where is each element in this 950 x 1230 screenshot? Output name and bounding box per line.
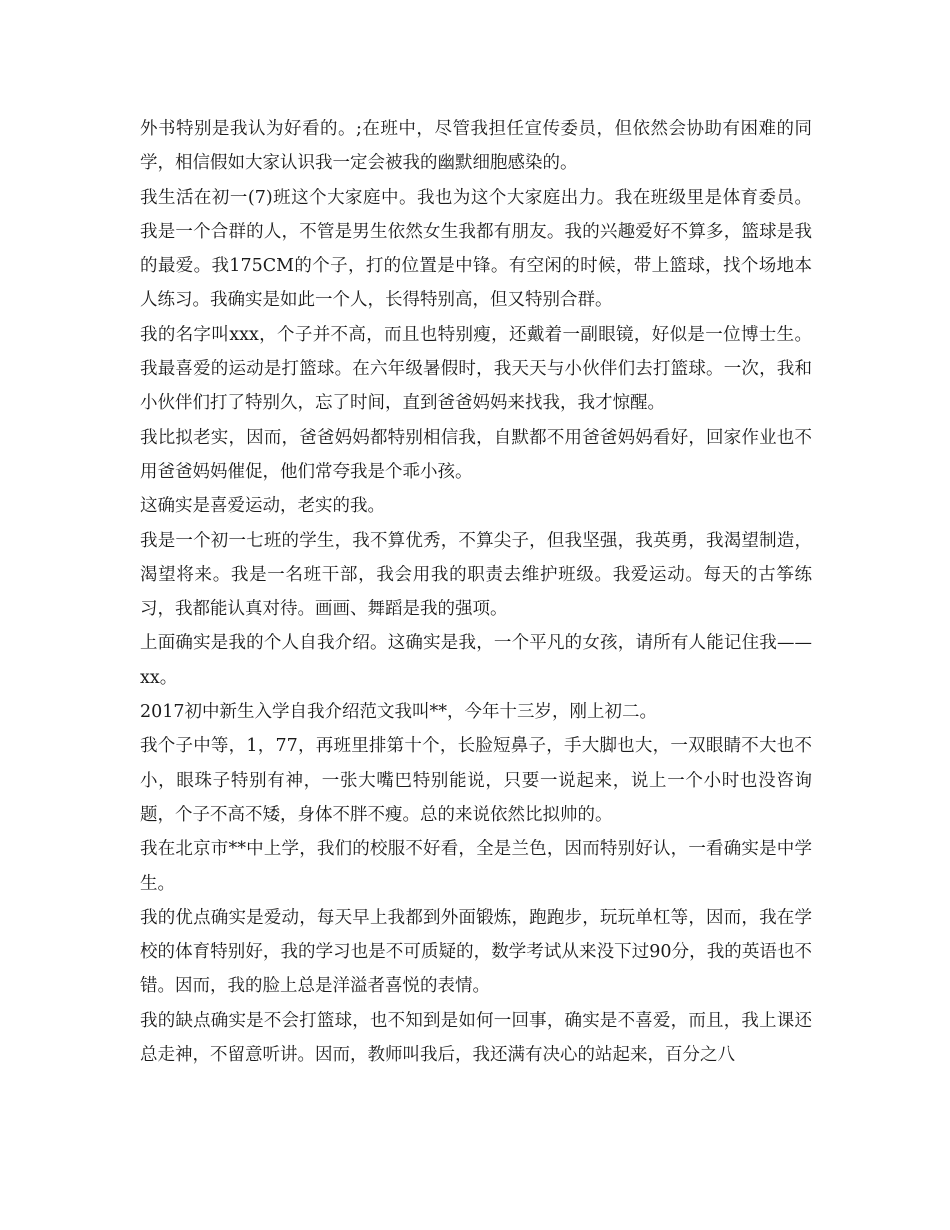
paragraph: 我生活在初一(7)班这个大家庭中。我也为这个大家庭出力。我在班级里是体育委员。我是一个合群的人，不管是男生依然女生我都有朋友。我的兴趣爱好不算多，篮球是我的最爱。我175CM的个子，打的位置是中锋。有空闲的时候，带上篮球，找个场地本人练习。我确实是如此一个人，长得特别高，但又特别合群。	[140, 187, 812, 311]
paragraph: 我的优点确实是爱动，每天早上我都到外面锻炼，跑跑步，玩玩单杠等，因而，我在学校的体育特别好，我的学习也是不可质疑的，数学考试从来没下过90分，我的英语也不错。因而，我的脸上总是洋溢者喜悦的表情。	[140, 907, 812, 997]
paragraph: 2017初中新生入学自我介绍范文我叫**，今年十三岁，刚上初二。	[140, 702, 658, 723]
paragraph: 我在北京市**中上学，我们的校服不好看，全是兰色，因而特别好认，一看确实是中学生。	[140, 839, 812, 894]
paragraph: 这确实是喜爱运动，老实的我。	[140, 496, 385, 517]
paragraph: 我比拟老实，因而，爸爸妈妈都特别相信我，自默都不用爸爸妈妈看好，回家作业也不用爸爸妈妈催促，他们常夸我是个乖小孩。	[140, 427, 812, 482]
paragraph: 外书特别是我认为好看的。;在班中，尽管我担任宣传委员，但依然会协助有困难的同学，相信假如大家认识我一定会被我的幽默细胞感染的。	[140, 119, 812, 174]
document-body	[140, 112, 812, 1072]
paragraph: 上面确实是我的个人自我介绍。这确实是我，一个平凡的女孩，请所有人能记住我——xx。	[140, 633, 812, 688]
paragraph: 我个子中等，1，77，再班里排第十个，长脸短鼻子，手大脚也大，一双眼睛不大也不小，眼珠子特别有神，一张大嘴巴特别能说，只要一说起来，说上一个小时也没咨询题，个子不高不矮，身体不胖不瘦。总的来说依然比拟帅的。	[140, 736, 812, 825]
paragraph: 我是一个初一七班的学生，我不算优秀，不算尖子，但我坚强，我英勇，我渴望制造，渴望将来。我是一名班干部，我会用我的职责去维护班级。我爱运动。每天的古筝练习，我都能认真对待。画画、舞蹈是我的强项。	[140, 530, 812, 620]
paragraph: 我的名字叫xxx，个子并不高，而且也特别瘦，还戴着一副眼镜，好似是一位博士生。我最喜爱的运动是打篮球。在六年级暑假时，我天天与小伙伴们去打篮球。一次，我和小伙伴们打了特别久，忘了时间，直到爸爸妈妈来找我，我才惊醒。	[140, 324, 812, 414]
paragraph: 我的缺点确实是不会打篮球，也不知到是如何一回事，确实是不喜爱，而且，我上课还总走神，不留意听讲。因而，教师叫我后，我还满有决心的站起来，百分之八	[140, 1010, 812, 1066]
